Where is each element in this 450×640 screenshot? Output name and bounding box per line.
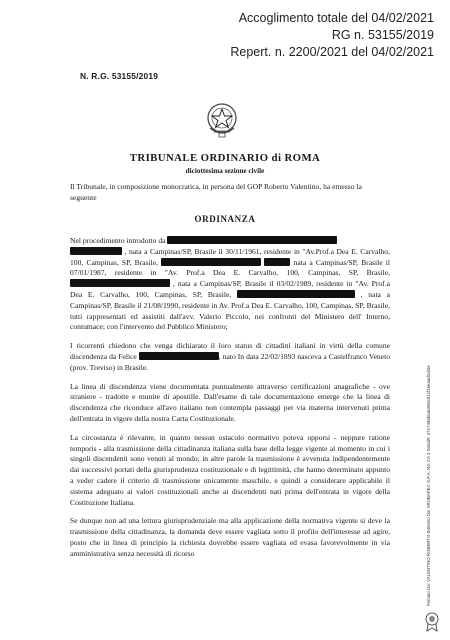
redaction-bar xyxy=(264,258,290,266)
paragraph-lineage: La linea di discendenza viene documentata puntualmente attraverso certificazioni anagrafiche - ove straniere - tradotte e munite di apostille. Dall'esame di tale documentazione emerge che la linea di discendenza che riconduce all'avo italiano non contempla passaggi per via materna intervenuti prima dell'entrata in vigore della nostra Carta Costituzionale. xyxy=(70,381,390,423)
intro-text: Il Tribunale, in composizione monocratica, in persona del GOP Roberto Valentino, ha emesso la seguente xyxy=(70,182,362,202)
digital-seal-icon xyxy=(424,612,440,632)
paragraph-circumstance: La circostanza è rilevante, in quanto nessun ostacolo normativo poteva opporsi - neppure ratione temporis - alla trasmissione della cittadinanza italiana sulla base della legge vigente al momento in cui i singoli discendenti sono venuti al mondo; in altre parole la trasmissione è avvenuta indipendentemente dai successivi portati della giurisprudenza costituzionale e di legittimità, che hanno determinato appunto a veder cadere il criterio di trasmissione unicamente maschile, e quindi a considerare applicabile il sistema adeguato ai valori costituzionali anche ai discendenti nati prima dell'entrata in vigore della Costituzione Italiana. xyxy=(70,432,390,507)
redaction-bar xyxy=(70,279,170,287)
paragraph-interest: Se dunque non ad una lettura giurisprudenziale ma alla applicazione della normativa vigente si deve la trasmissione della cittadinanza, la domanda deve essere vagliata sotto il profilo dell'interesse ad agire, posto che in linea di principio la richiesta dovrebbe essere vagliata ed evasa favorevolmente in via amministrativa senza necessità di ricorso xyxy=(70,516,390,558)
redaction-bar xyxy=(237,290,355,298)
redaction-bar xyxy=(70,247,122,255)
court-name: TRIBUNALE ORDINARIO di ROMA xyxy=(129,152,321,164)
court-section: diciottesima sezione civile xyxy=(185,167,265,175)
rg-number: N. R.G. 53155/2019 xyxy=(80,71,159,81)
stamp-line-outcome: Accoglimento totale del 04/02/2021 xyxy=(238,11,434,25)
redaction-bar xyxy=(167,236,337,244)
redaction-bar xyxy=(161,258,261,266)
paragraph-request: I ricorrenti chiedono che venga dichiarato il loro status di cittadini italiani in virtù della comune discendenza da Felice , nato In data 22/02/1893 nasceva a Castelfranco Veneto (prov. Treviso) in Brasile. xyxy=(70,341,391,372)
stamp-line-rg: RG n. 53155/2019 xyxy=(331,28,434,42)
stamp-line-repert: Repert. n. 2200/2021 del 04/02/2021 xyxy=(230,45,434,59)
paragraph-parties: Nel procedimento introdotto da , nata a Campinas/SP, Brasile il 30/11/1961, residente in "Av.Prof.a Dea E. Carvalho, 100, Campinas, SP, Brasile, nata a Campinas/SP, Brasile il 07/01/1987, residente in "Av. Prof.a Dea E. Carvalho, 100, Campinas, SP, Brasile, , nata a Campinas/SP, Brasile il 03/02/1989, residente in "Av. Prof.a Dea E. Carvalho, 100, Campinas, SP, Brasile, , nata a Campinas/SP, Brasile il 21/08/1990, residente in Av. Prof.a Dea E. Carvalho, 100, Campinas, SP, Brasile, tutti rappresentati ed assistiti dall'avv. Valerio Piccolo, nei confronti del Ministero dell' Interno, contumace; con l'intervento del Pubblico Ministero; xyxy=(70,236,391,332)
digital-signature-note: Firmato Da: VALENTINO ROBERTO Emesso Da: ARUBAPEC S.P.A. NG CA 3 Serial#: 4717495b6ac8e5c61cf16eaad2af4e xyxy=(426,365,431,606)
italian-republic-emblem-icon xyxy=(204,98,240,140)
registry-stamp xyxy=(204,10,434,61)
document-title: ORDINANZA xyxy=(194,214,256,224)
document-body xyxy=(70,236,390,568)
redaction-bar xyxy=(139,352,219,360)
